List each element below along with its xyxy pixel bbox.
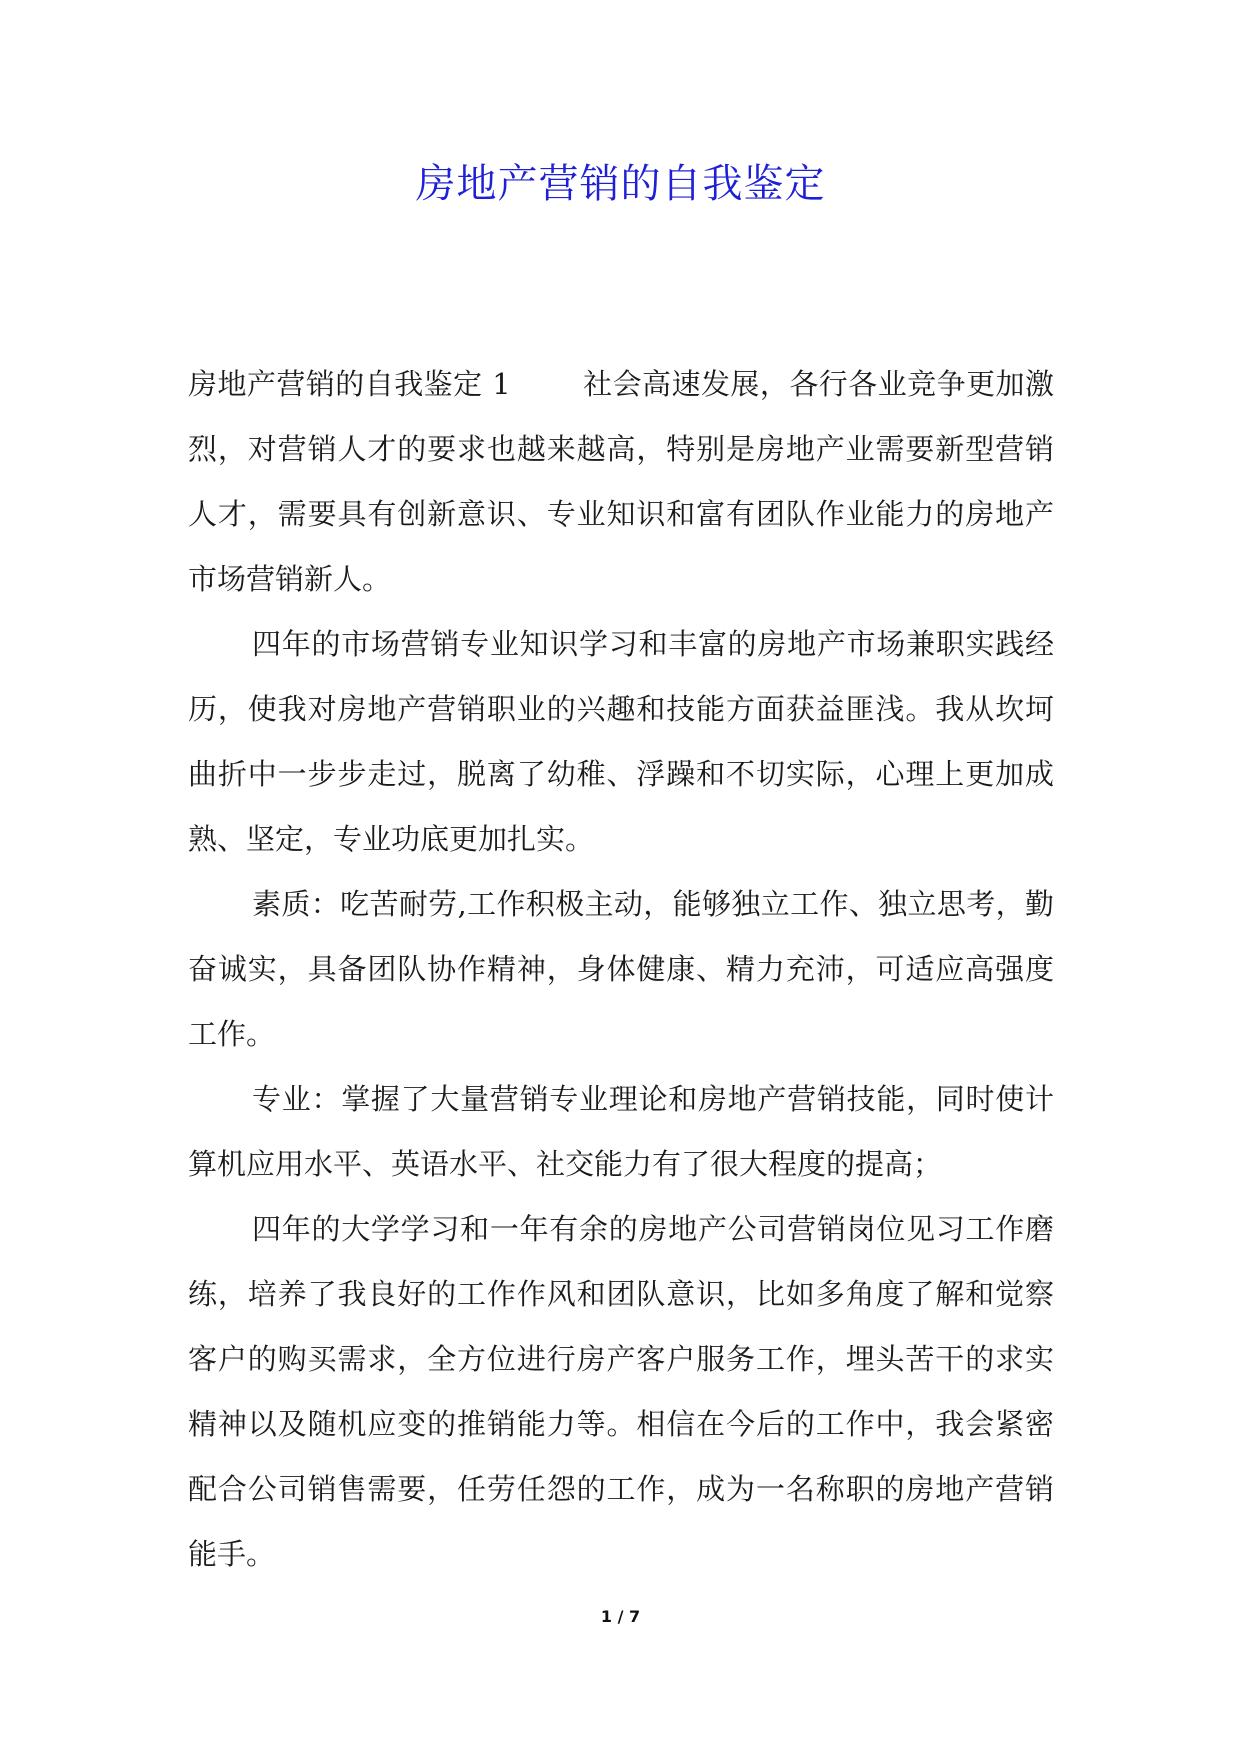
page-number: 1 / 7 — [600, 1607, 641, 1626]
section-heading: 房地产营销的自我鉴定 1 — [188, 367, 511, 401]
document-body — [188, 352, 1054, 1587]
paragraph-4: 专业：掌握了大量营销专业理论和房地产营销技能，同时使计算机应用水平、英语水平、社交能力有了很大程度的提高； — [188, 1082, 1054, 1181]
document-title: 房地产营销的自我鉴定 — [415, 161, 826, 207]
paragraph-1-text: 社会高速发展，各行各业竞争更加激烈，对营销人才的要求也越来越高，特别是房地产业需要新型营销人才，需要具有创新意识、专业知识和富有团队作业能力的房地产市场营销新人。 — [188, 367, 1054, 596]
paragraph-3: 素质：吃苦耐劳,工作积极主动，能够独立工作、独立思考，勤奋诚实，具备团队协作精神，身体健康、精力充沛，可适应高强度工作。 — [188, 887, 1054, 1051]
paragraph-5: 四年的大学学习和一年有余的房地产公司营销岗位见习工作磨练，培养了我良好的工作作风和团队意识，比如多角度了解和觉察客户的购买需求，全方位进行房产客户服务工作，埋头苦干的求实精神以及随机应变的推销能力等。相信在今后的工作中，我会紧密配合公司销售需要，任劳任怨的工作，成为一名称职的房地产营销能手。 — [188, 1212, 1054, 1571]
paragraph-1 — [188, 352, 1054, 612]
paragraph-2: 四年的市场营销专业知识学习和丰富的房地产市场兼职实践经历，使我对房地产营销职业的兴趣和技能方面获益匪浅。我从坎坷曲折中一步步走过，脱离了幼稚、浮躁和不切实际，心理上更加成熟、坚定，专业功底更加扎实。 — [188, 627, 1054, 856]
